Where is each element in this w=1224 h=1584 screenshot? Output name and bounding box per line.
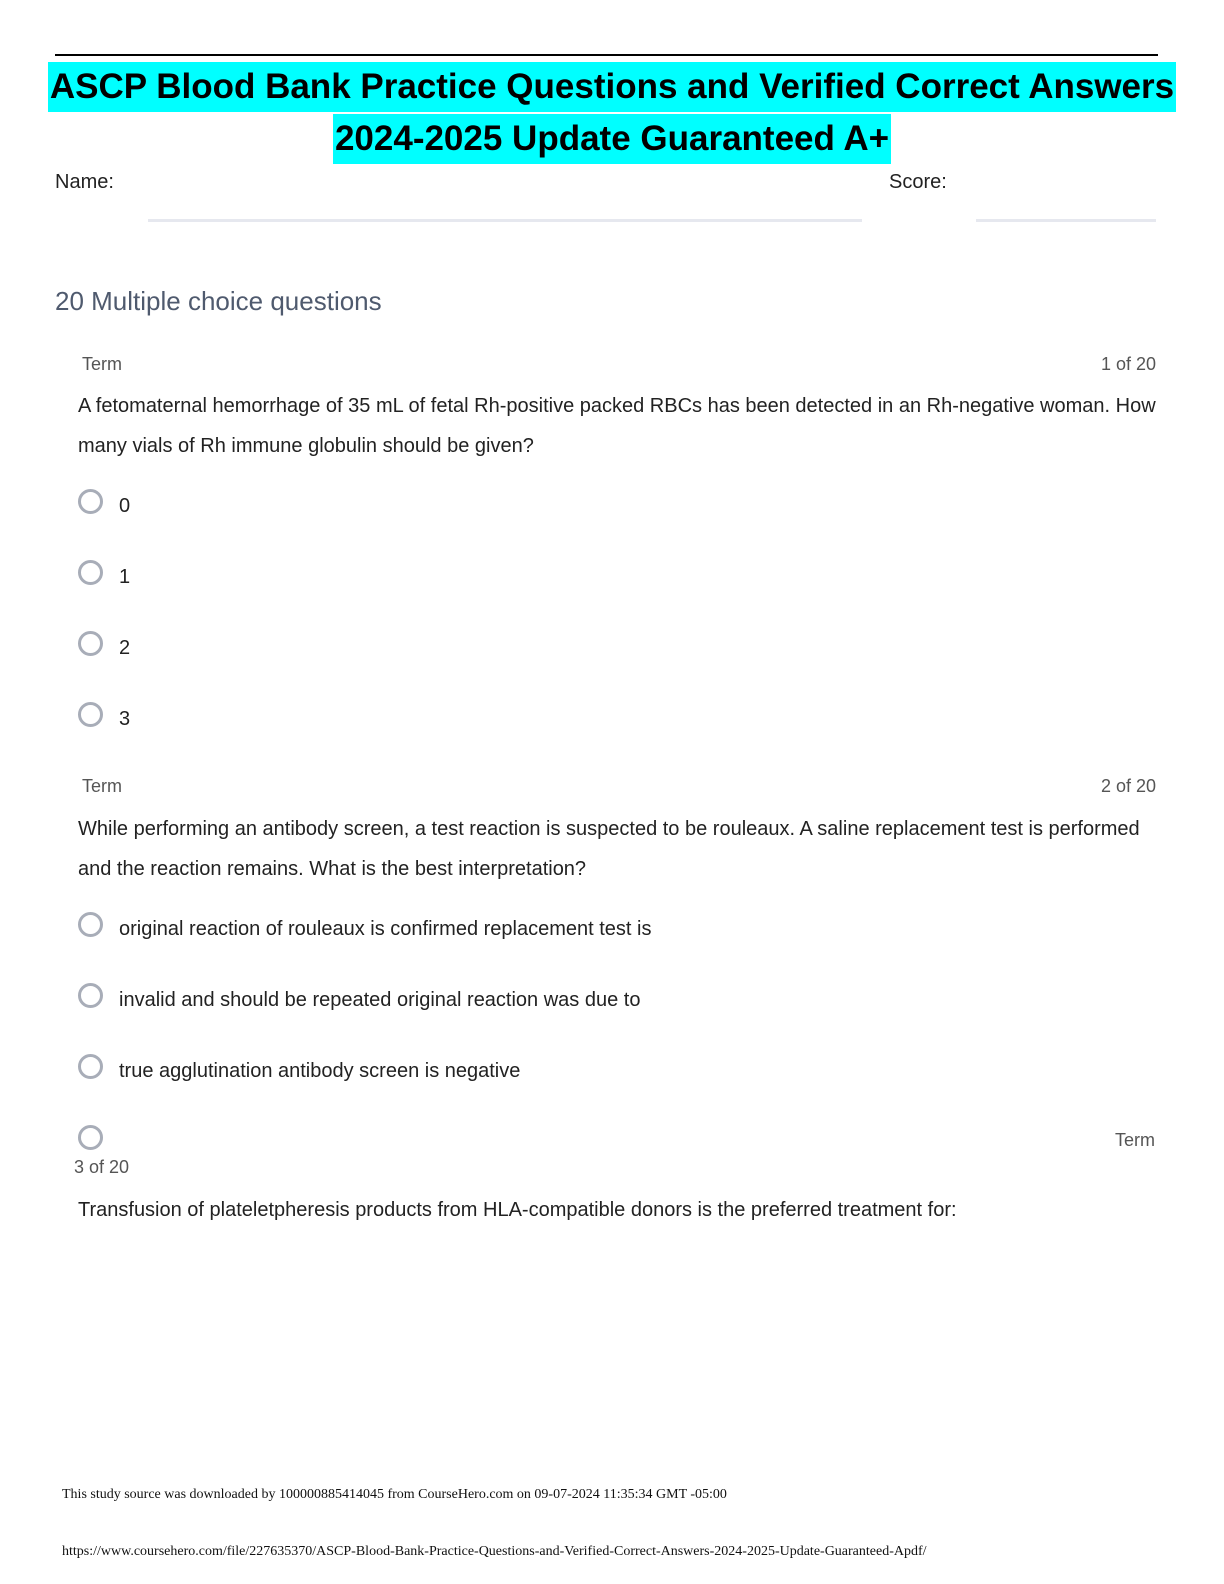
question-1-term-label: Term [82,354,122,374]
question-3-counter: 3 of 20 [74,1157,130,1177]
question-2-option-c-label[interactable]: true agglutination antibody screen is negative [119,1060,521,1082]
question-2-option-a-radio[interactable] [78,912,103,937]
score-field[interactable] [976,219,1156,222]
question-2-option-d-radio[interactable] [78,1125,103,1150]
name-label: Name: [55,171,114,193]
question-1-option-b-label[interactable]: 1 [119,566,131,588]
question-2-option-c-radio[interactable] [78,1054,103,1079]
question-1-option-b-radio[interactable] [78,560,103,585]
section-heading: 20 Multiple choice questions [55,286,382,316]
title-line-2: 2024-2025 Update Guaranteed A+ [333,114,891,164]
question-2-term-label: Term [82,776,122,796]
download-notice: This study source was downloaded by 100000885414045 from CourseHero.com on 09-07-2024 11:35:34 GMT -05:00 [62,1487,727,1502]
question-1-text: A fetomaternal hemorrhage of 35 mL of fetal Rh-positive packed RBCs has been detected in an Rh-negative woman. How many vials of Rh immune globulin should be given? [78,395,1156,457]
question-1-option-a-radio[interactable] [78,489,103,514]
question-1-option-c-radio[interactable] [78,631,103,656]
source-url-link[interactable]: https://www.coursehero.com/file/227635370/ASCP-Blood-Bank-Practice-Questions-and-Verified-Correct-Answers-2024-2025-Update-Guaranteed-Apdf/ [62,1544,927,1559]
question-1-option-d-label[interactable]: 3 [119,708,131,730]
question-1-option-d-radio[interactable] [78,702,103,727]
question-2-option-b-radio[interactable] [78,983,103,1008]
question-2-option-a-label[interactable]: original reaction of rouleaux is confirmed replacement test is [119,918,652,940]
question-2-text: While performing an antibody screen, a test reaction is suspected to be rouleaux. A saline replacement test is performed and the reaction remains. What is the best interpretation? [78,818,1140,880]
question-2-option-b-label[interactable]: invalid and should be repeated original reaction was due to [119,989,641,1011]
question-1-option-c-label[interactable]: 2 [119,637,131,659]
question-2-counter: 2 of 20 [1100,776,1156,796]
title-line-1: ASCP Blood Bank Practice Questions and Verified Correct Answers [48,62,1176,112]
document-title [0,62,1224,164]
question-3-text: Transfusion of plateletpheresis products from HLA-compatible donors is the preferred treatment for: [78,1199,957,1221]
top-rule [55,54,1158,56]
question-3-term-label: Term [1115,1130,1155,1150]
name-field[interactable] [148,219,862,222]
question-1-option-a-label[interactable]: 0 [119,495,131,517]
question-1-counter: 1 of 20 [1100,354,1156,374]
score-label: Score: [889,171,947,193]
